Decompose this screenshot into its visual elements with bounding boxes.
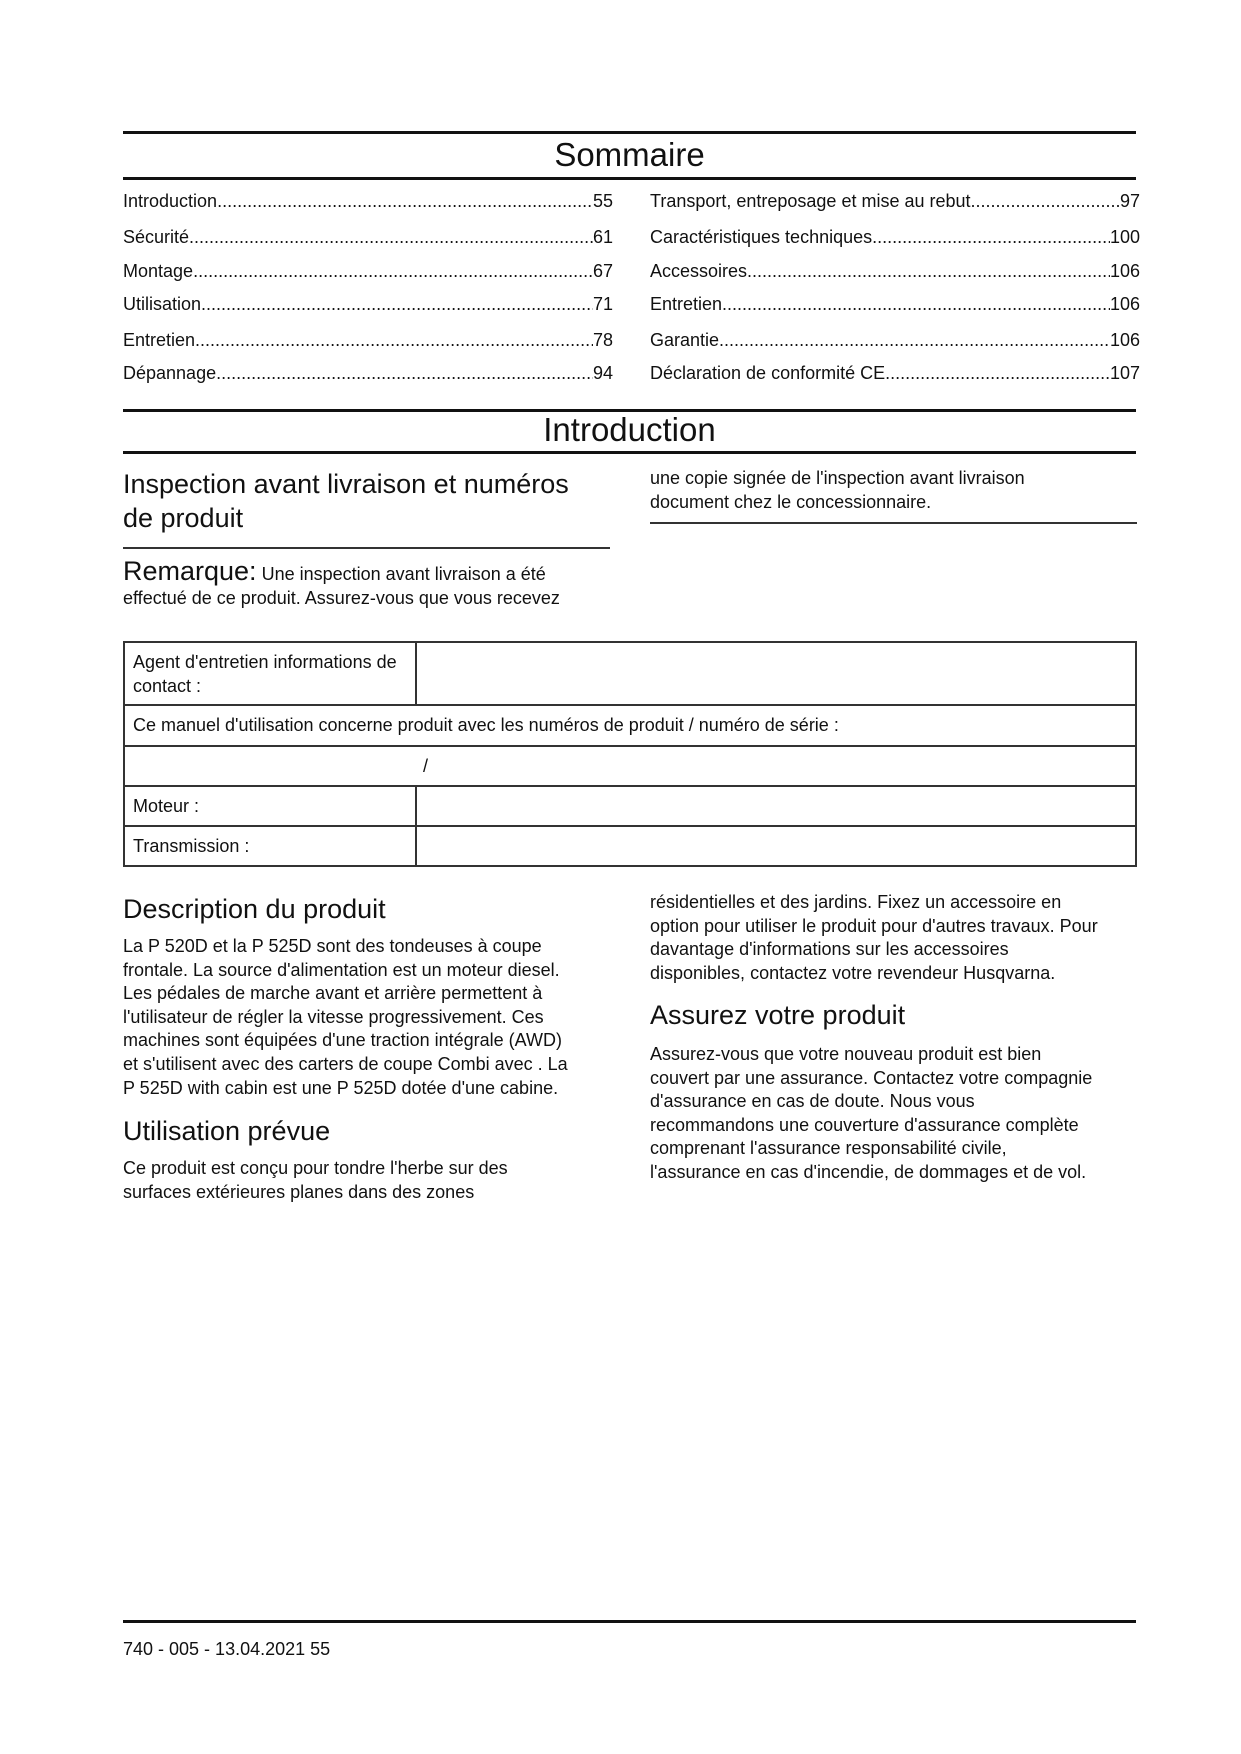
text-line: disponibles, contactez votre revendeur Husqvarna. (650, 962, 1056, 983)
toc-page: 94 (592, 363, 613, 383)
toc-entry[interactable] (123, 329, 613, 351)
text-line: machines sont équipées d'une traction intégrale (AWD) (123, 1030, 562, 1051)
text-line: et s'utilisent avec des carters de coupe Combi avec . La (123, 1053, 568, 1074)
toc-leader (193, 260, 593, 282)
text-line: résidentielles et des jardins. Fixez un accessoire en (650, 892, 1062, 912)
agent-label: Agent d'entretien informations de contact : (124, 642, 416, 705)
toc-page: 71 (592, 294, 613, 314)
heading-line: de produit (123, 503, 244, 533)
text-line: document chez le concessionnaire. (650, 491, 932, 512)
toc-page: 106 (1109, 261, 1140, 281)
toc-leader (195, 329, 593, 351)
text-line: recommandons une couverture d'assurance complète (650, 1114, 1079, 1135)
divider (650, 522, 1137, 524)
toc-entry[interactable] (650, 190, 1140, 212)
transmission-field[interactable] (416, 826, 1136, 866)
engine-field[interactable] (416, 786, 1136, 826)
toc-leader (872, 226, 1110, 248)
toc-label: Utilisation (123, 294, 202, 314)
toc-entry[interactable] (123, 362, 613, 384)
toc-page: 100 (1109, 227, 1140, 247)
text-line: Les pédales de marche avant et arrière permettent à (123, 983, 543, 1004)
text-line: Ce produit est conçu pour tondre l'herbe sur des (123, 1158, 508, 1178)
inspection-heading (123, 467, 569, 535)
text-line: l'utilisateur de régler la vitesse progressivement. Ces (123, 1006, 544, 1027)
intended-text-continued (650, 891, 1098, 985)
manual-label: Ce manuel d'utilisation concerne produit avec les numéros de produit / numéro de série : (124, 705, 1136, 746)
footer (123, 1638, 330, 1662)
doc-id: 740 - 005 - 13.04.2021 (123, 1639, 306, 1659)
transmission-label: Transmission : (124, 826, 416, 866)
toc-label: Déclaration de conformité CE (650, 363, 886, 383)
toc-leader (747, 260, 1110, 282)
toc-leader (885, 362, 1110, 384)
toc-page: 106 (1109, 294, 1140, 314)
toc-page: 67 (592, 261, 613, 281)
toc-page: 78 (592, 330, 613, 350)
remark (123, 556, 560, 610)
description-heading: Description du produit (123, 894, 386, 924)
text-line: couvert par une assurance. Contactez votre compagnie (650, 1067, 1093, 1088)
text-line: frontale. La source d'alimentation est un moteur diesel. (123, 959, 560, 980)
heading-line: Inspection avant livraison et numéros (123, 469, 569, 499)
toc-label: Sécurité (123, 227, 190, 247)
toc-label: Entretien (650, 294, 723, 314)
toc-label: Garantie (650, 330, 720, 350)
description-text (123, 935, 568, 1100)
toc-leader (201, 293, 593, 315)
text-line: option pour utiliser le produit pour d'autres travaux. Pour (650, 915, 1098, 936)
toc-entry[interactable] (123, 293, 613, 315)
toc-leader (217, 190, 593, 212)
toc-label: Entretien (123, 330, 196, 350)
insure-text (650, 1043, 1092, 1185)
agent-field[interactable] (416, 642, 1136, 705)
divider (123, 177, 1136, 180)
slash: / (423, 755, 429, 776)
section-title: Introduction (543, 411, 716, 448)
divider (123, 1620, 1136, 1623)
text-line: davantage d'informations sur les accessoires (650, 939, 1009, 960)
remark-text: Une inspection avant livraison a été (261, 564, 546, 584)
intended-text (123, 1157, 508, 1204)
text-line: une copie signée de l'inspection avant livraison (650, 468, 1025, 488)
toc-label: Introduction (123, 191, 218, 211)
toc-leader (719, 329, 1110, 351)
text-line: La P 520D et la P 525D sont des tondeuses à coupe (123, 936, 542, 956)
text-line: Assurez-vous que votre nouveau produit est bien (650, 1044, 1042, 1064)
toc-entry[interactable] (650, 260, 1140, 282)
toc-leader (189, 226, 593, 248)
toc-entry[interactable] (123, 260, 613, 282)
toc-entry[interactable] (650, 226, 1140, 248)
toc-page: 97 (1119, 191, 1140, 211)
text-line: l'assurance en cas d'incendie, de dommages et de vol. (650, 1161, 1087, 1182)
remark-text: effectué de ce produit. Assurez-vous que vous recevez (123, 587, 560, 608)
toc-label: Montage (123, 261, 194, 281)
text-line: P 525D with cabin est une P 525D dotée d'une cabine. (123, 1077, 559, 1098)
toc-leader (971, 190, 1120, 212)
toc-label: Accessoires (650, 261, 748, 281)
toc-entry[interactable] (650, 362, 1140, 384)
insure-heading: Assurez votre produit (650, 1000, 906, 1030)
intended-heading: Utilisation prévue (123, 1116, 331, 1146)
text-line: d'assurance en cas de doute. Nous vous (650, 1091, 975, 1112)
toc-leader (216, 362, 593, 384)
divider (123, 547, 610, 549)
toc-page: 107 (1109, 363, 1140, 383)
toc-entry[interactable] (123, 190, 613, 212)
toc-entry[interactable] (123, 226, 613, 248)
text-line: comprenant l'assurance responsabilité civile, (650, 1138, 1007, 1159)
toc-title: Sommaire (554, 136, 705, 173)
product-info-table (123, 641, 1137, 867)
toc-label: Transport, entreposage et mise au rebut (650, 191, 971, 211)
toc-entry[interactable] (650, 293, 1140, 315)
toc-page: 106 (1109, 330, 1140, 350)
toc-leader (722, 293, 1110, 315)
toc-entry[interactable] (650, 329, 1140, 351)
page-number: 55 (310, 1639, 331, 1659)
toc-label: Dépannage (123, 363, 217, 383)
text-line: surfaces extérieures planes dans des zones (123, 1181, 475, 1202)
remark-continued (650, 467, 1025, 514)
divider (123, 451, 1136, 454)
divider (123, 131, 1136, 134)
serial-field[interactable] (124, 746, 1136, 786)
engine-label: Moteur : (124, 786, 416, 826)
remark-label: Remarque: (123, 556, 257, 586)
toc-page: 55 (592, 191, 613, 211)
toc-page: 61 (592, 227, 613, 247)
toc-label: Caractéristiques techniques (650, 227, 873, 247)
